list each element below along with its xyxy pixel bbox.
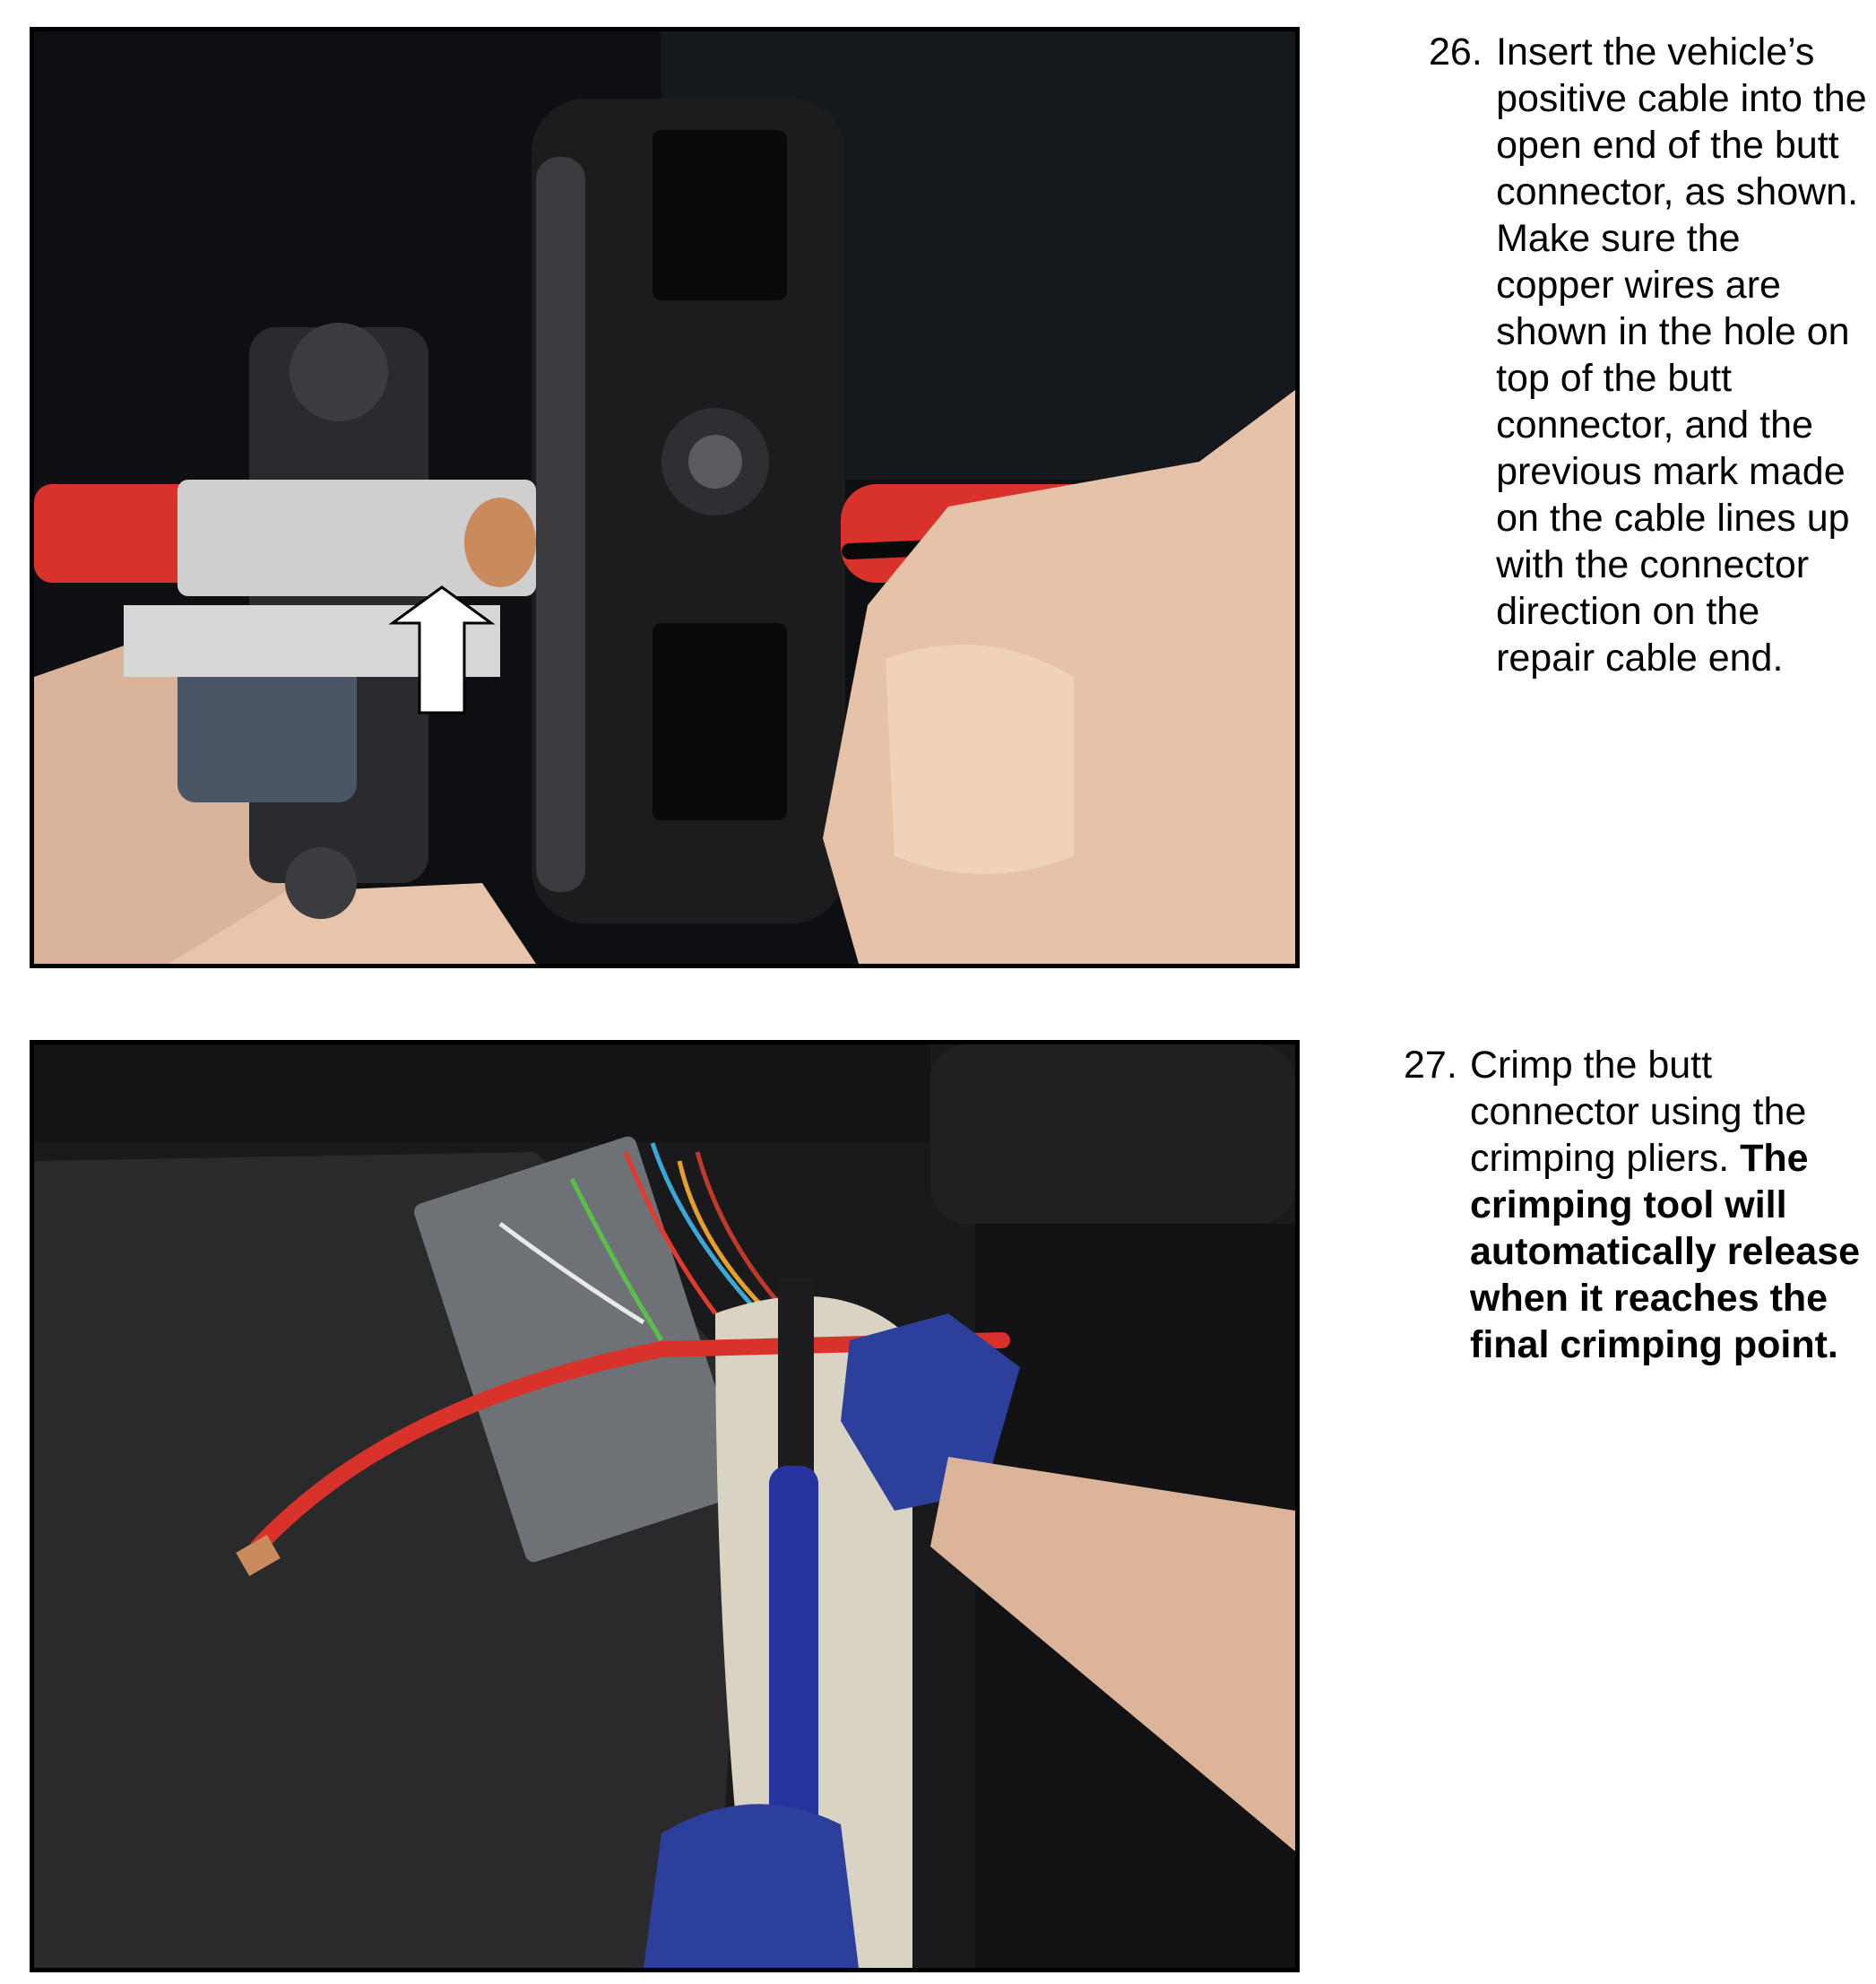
copper-wires <box>464 498 536 587</box>
photo-crimping-under-dash <box>30 1040 1300 1972</box>
dash-panel <box>930 1044 1295 1224</box>
crimp-tool-illustration <box>34 31 1295 964</box>
step-27-text-block <box>1470 1042 1870 1368</box>
cable-red-left <box>34 484 195 583</box>
left-glove <box>644 1804 859 1968</box>
step-27-text: Crimp the butt connector using the crimping pliers. <box>1470 1044 1807 1180</box>
plier-head <box>778 1278 814 1484</box>
crimping-scene-illustration <box>34 1044 1295 1968</box>
step-26-text: Insert the vehicle’s positive cable into the open end of the butt connector, as shown. Make sure the copper wires are shown in the hole on top of the butt connector, and the previous mark made on the cable lines up with the connector direction on the repair cable end. <box>1496 30 1867 680</box>
photo-crimp-tool-closeup <box>30 27 1300 968</box>
step-27-bold-text: The crimping tool will automatically release when it reaches the final crimping point. <box>1470 1137 1861 1366</box>
step-26 <box>1429 29 1868 681</box>
step-26-number: 26. <box>1429 30 1483 74</box>
step-27-number: 27. <box>1404 1044 1457 1087</box>
step-27 <box>1404 1042 1870 1368</box>
